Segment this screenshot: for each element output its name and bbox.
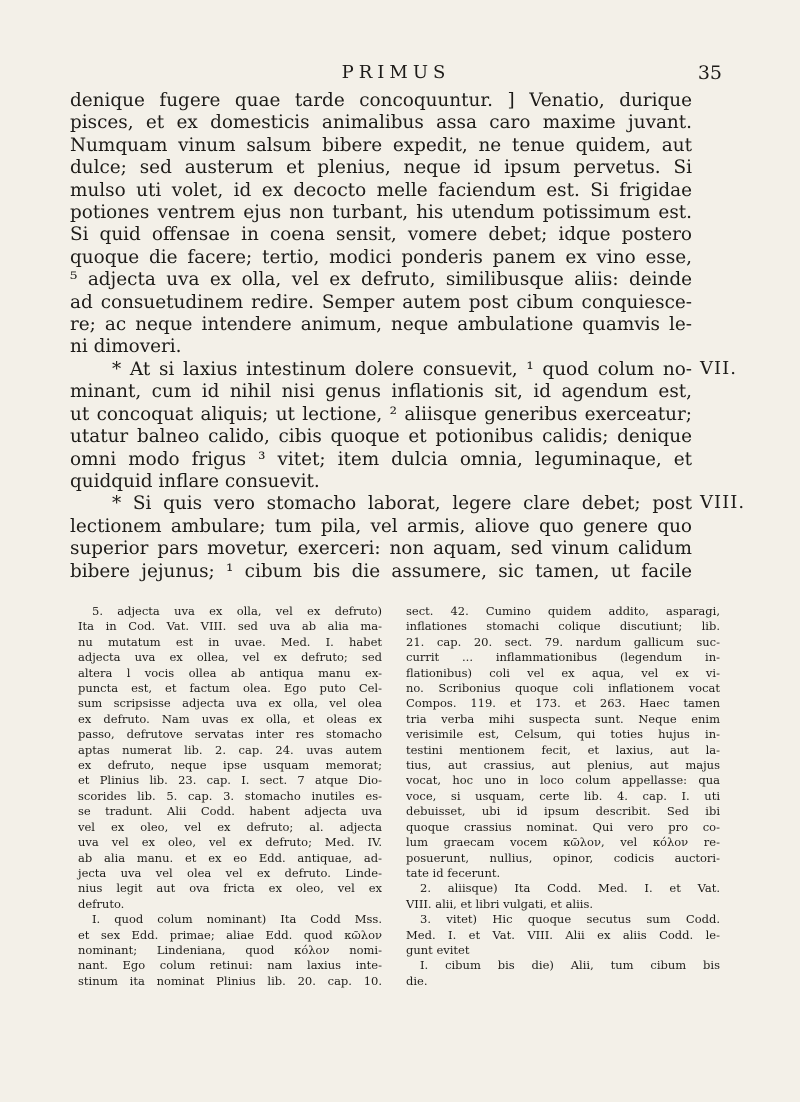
footnotes-left-column	[78, 604, 382, 989]
footnote-line: 2. aliisque) Ita Codd. Med. I. et Vat.	[420, 881, 720, 896]
page-number: 35	[697, 62, 722, 84]
footnote-line: nius legit aut ova fricta ex oleo, vel ex	[78, 881, 382, 896]
footnote-line: 5. adjecta uva ex olla, vel ex defruto)	[92, 604, 382, 618]
text-line: omni modo frigus ³ vitet; item dulcia omnia, leguminaque, et	[70, 448, 692, 470]
running-title: PRIMUS	[341, 62, 451, 83]
footnote-line: Compos. 119. et 173. et 263. Haec tamen	[406, 696, 720, 711]
footnote-line: inflationes stomachi colique discutiunt; lib.	[406, 619, 720, 634]
text-line: * At si laxius intestinum dolere consuevit, ¹ quod colum no-	[112, 358, 692, 380]
footnote-line: puncta est, et factum olea. Ego puto Cel-	[78, 681, 382, 696]
margin-section-number: VII.	[700, 358, 737, 379]
footnote-line: nu mutatum est in uvae. Med. I. habet	[78, 634, 382, 649]
footnote-line: tria verba mihi suspecta sunt. Neque enim	[406, 711, 720, 726]
footnote-line: VIII. alii, et libri vulgati, et aliis.	[406, 896, 594, 911]
footnote-line: Ita in Cod. Vat. VIII. sed uva ab alia ma-	[78, 619, 382, 634]
footnote-line: defruto.	[78, 896, 125, 911]
text-line: denique fugere quae tarde concoquuntur. ] Venatio, durique	[70, 90, 692, 111]
text-line: mulso uti volet, id ex decocto melle faciendum est. Si frigidae	[70, 179, 692, 201]
footnote-line: posuerunt, nullius, opinor, codicis auctori-	[406, 850, 720, 865]
main-text	[70, 90, 692, 583]
text-line: pisces, et ex domesticis animalibus assa caro maxime juvant.	[70, 112, 692, 134]
text-line: Si quid offensae in coena sensit, vomere debet; idque postero	[70, 224, 692, 246]
footnote-line: scorides lib. 5. cap. 3. stomacho inutiles es-	[78, 788, 382, 803]
footnote-line: no. Scribonius quoque coli inflationem vocat	[406, 681, 720, 696]
footnote-line: 21. cap. 20. sect. 79. nardum gallicum suc-	[406, 634, 720, 649]
footnotes-right-column	[406, 604, 720, 989]
footnote-line: jecta uva vel olea vel ex defruto. Linde-	[78, 865, 382, 880]
footnote-line: sum scripsisse adjecta uva ex olla, vel olea	[78, 696, 382, 711]
footnote-line: vel ex oleo, vel ex defruto; al. adjecta	[78, 819, 382, 834]
text-line: utatur balneo calido, cibis quoque et potionibus calidis; denique	[70, 426, 692, 448]
margin-section-number: VIII.	[700, 492, 746, 513]
text-line: quidquid inflare consuevit.	[70, 470, 320, 492]
footnote-line: ab alia manu. et ex eo Edd. antiquae, ad-	[78, 850, 382, 865]
text-line: lectionem ambulare; tum pila, vel armis, aliove quo genere quo	[70, 515, 692, 537]
text-line: superior pars movetur, exerceri: non aquam, sed vinum calidum	[70, 538, 692, 560]
footnote-line: voce, si usquam, certe lib. 4. cap. I. uti	[406, 788, 720, 803]
footnote-line: flationibus) coli vel ex aqua, vel ex vi-	[406, 665, 720, 680]
footnote-line: 3. vitet) Hic quoque secutus sum Codd.	[420, 912, 720, 927]
text-line: re; ac neque intendere animum, neque ambulatione quamvis le-	[70, 314, 692, 336]
text-line: dulce; sed austerum et plenius, neque id ipsum pervetus. Si	[70, 157, 692, 179]
text-line: potiones ventrem ejus non turbant, his utendum potissimum est.	[70, 202, 692, 224]
text-line: ut concoquat aliquis; ut lectione, ² aliisque generibus exerceatur;	[70, 403, 692, 425]
text-line: ad consuetudinem redire. Semper autem post cibum conquiesce-	[70, 291, 692, 313]
footnote-line: et Plinius lib. 23. cap. I. sect. 7 atque Dio-	[78, 773, 382, 788]
footnote-line: I. quod colum nominant) Ita Codd Mss.	[92, 912, 382, 927]
footnote-line: nominant; Lindeniana, quod κόλον nomi-	[78, 942, 382, 957]
footnote-line: passo, defrutove servatas inter res stomacho	[78, 727, 382, 742]
text-line: Numquam vinum salsum bibere expedit, ne tenue quidem, aut	[70, 134, 692, 156]
text-line: quoque die facere; tertio, modici ponderis panem ex vino esse,	[70, 246, 692, 268]
footnote-line: et sex Edd. primae; aliae Edd. quod κῶλον	[78, 927, 382, 942]
footnote-line: quoque crassius nominat. Qui vero pro co-	[406, 819, 720, 834]
text-line: ⁵ adjecta uva ex olla, vel ex defruto, similibusque aliis: deinde	[70, 269, 692, 291]
footnote-line: Med. I. et Vat. VIII. Alii ex aliis Codd. le-	[406, 927, 720, 942]
footnote-line: I. cibum bis die) Alii, tum cibum bis	[420, 958, 720, 973]
footnote-line: se tradunt. Alii Codd. habent adjecta uva	[78, 804, 382, 819]
running-head	[70, 62, 722, 86]
footnote-line: ex defruto, neque ipse usquam memorat;	[78, 758, 382, 773]
footnote-line: adjecta uva ex ollea, vel ex defruto; sed	[78, 650, 382, 665]
footnote-line: lum graecam vocem κῶλον, vel κόλον re-	[406, 835, 720, 850]
footnote-line: verisimile est, Celsum, qui toties hujus in-	[406, 727, 720, 742]
footnote-line: tius, aut crassius, aut plenius, aut majus	[406, 758, 720, 773]
footnote-line: currit ... inflammationibus (legendum in-	[406, 650, 720, 665]
text-line: minant, cum id nihil nisi genus inflationis sit, id agendum est,	[70, 381, 692, 403]
footnote-line: debuisset, ubi id ipsum describit. Sed ibi	[406, 804, 720, 819]
text-line: ni dimoveri.	[70, 336, 182, 358]
footnote-line: sect. 42. Cumino quidem addito, asparagi,	[406, 604, 720, 618]
footnote-line: stinum ita nominat Plinius lib. 20. cap. 10.	[78, 973, 382, 988]
footnote-line: uva vel ex oleo, vel ex defruto; Med. IV.	[78, 835, 382, 850]
footnote-line: testini mentionem fecit, et laxius, aut la-	[406, 742, 720, 757]
footnote-line: nant. Ego colum retinui: nam laxius inte-	[78, 958, 382, 973]
footnote-line: aptas numerat lib. 2. cap. 24. uvas autem	[78, 742, 382, 757]
text-line: bibere jejunus; ¹ cibum bis die assumere, sic tamen, ut facile	[70, 560, 692, 582]
footnote-line: gunt evitet	[406, 942, 470, 957]
footnote-line: die.	[406, 973, 428, 988]
text-line: * Si quis vero stomacho laborat, legere clare debet; post	[112, 493, 692, 515]
footnote-line: vocat, hoc uno in loco colum appellasse: qua	[406, 773, 720, 788]
footnote-line: tate id fecerunt.	[406, 865, 501, 880]
footnote-line: ex defruto. Nam uvas ex olla, et oleas ex	[78, 711, 382, 726]
footnote-line: altera l vocis ollea ab antiqua manu ex-	[78, 665, 382, 680]
